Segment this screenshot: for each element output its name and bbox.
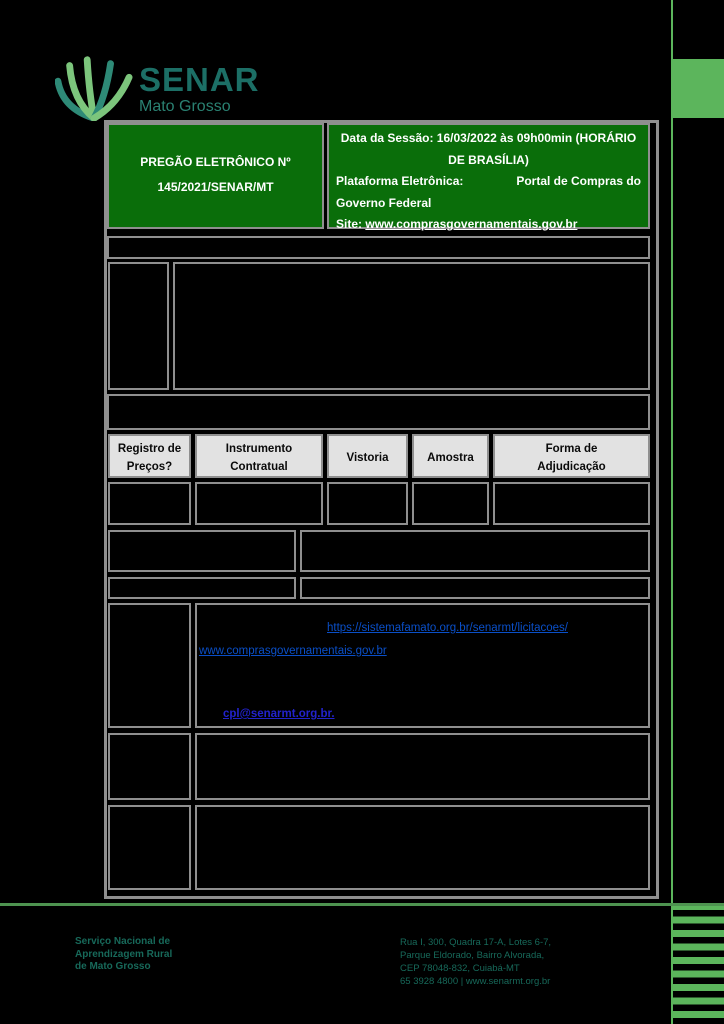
footer-addr-line: Parque Eldorado, Bairro Alvorada, — [400, 950, 545, 961]
column-header-forma-adjudicacao — [493, 434, 650, 478]
session-date-line2: DE BRASÍLIA) — [448, 152, 529, 167]
redacted-row3-value — [195, 805, 650, 890]
right-edge-green-line — [671, 0, 673, 1024]
redacted-value-instrumento — [195, 482, 323, 525]
pregao-title-line2: 145/2021/SENAR/MT — [157, 180, 274, 194]
platform-line — [336, 171, 641, 193]
footer-addr-line: CEP 78048-832, Cuiabá-MT — [400, 963, 520, 974]
senar-logo — [55, 55, 260, 121]
redacted-row-valor — [107, 394, 650, 430]
redacted-value-registro — [108, 482, 191, 525]
column-header-line: Registro de — [117, 443, 182, 455]
session-info-cell — [327, 123, 650, 229]
redacted-row-b-label — [108, 577, 296, 599]
brand-name: SENAR — [139, 61, 260, 98]
right-edge-green-block — [673, 59, 724, 118]
pregao-title-cell — [107, 123, 324, 229]
edital-table — [104, 120, 659, 899]
platform-value: Portal de Compras do — [516, 174, 641, 188]
session-date-line1: Data da Sessão: 16/03/2022 às 09h00min (HORÁRIO — [340, 131, 637, 145]
column-header-line: Instrumento — [225, 443, 293, 455]
licitacoes-link[interactable]: https://sistemafamato.org.br/senarmt/licitacoes/ — [327, 622, 568, 634]
site-label: Site: — [336, 217, 363, 231]
brand-region: Mato Grosso — [139, 98, 231, 115]
footer-org-line: Serviço Nacional de — [75, 936, 171, 947]
footer-divider-line — [0, 903, 724, 906]
senar-fan-icon — [55, 55, 133, 121]
column-header-line: Contratual — [230, 461, 288, 473]
column-header-registro-precos — [108, 434, 191, 478]
footer-addr-line: Rua I, 300, Quadra 17-A, Lotes 6-7, — [400, 937, 552, 948]
column-header-amostra — [412, 434, 489, 478]
redacted-row2-value — [195, 733, 650, 800]
pregao-title-line1: PREGÃO ELETRÔNICO Nº — [140, 155, 291, 169]
redacted-value-vistoria — [327, 482, 408, 525]
redacted-row-objeto — [107, 236, 650, 259]
footer-address — [400, 936, 551, 988]
column-header-vistoria — [327, 434, 408, 478]
site-link[interactable]: www.comprasgovernamentais.gov.br — [365, 217, 578, 231]
column-header-line: Forma de — [545, 443, 598, 455]
right-edge-green-stripes — [673, 903, 724, 1024]
column-header-line: Amostra — [427, 452, 474, 464]
footer-organization — [75, 936, 172, 974]
redacted-row-a-label — [108, 530, 296, 572]
redacted-row-b-value — [300, 577, 650, 599]
redacted-value-adjudicacao — [493, 482, 650, 525]
redacted-text-cell — [173, 262, 650, 390]
footer-org-line: Aprendizagem Rural — [75, 948, 173, 960]
redacted-row-a-value — [300, 530, 650, 572]
compras-governamentais-link[interactable]: www.comprasgovernamentais.gov.br — [199, 645, 387, 657]
column-header-line: Adjudicação — [537, 461, 606, 473]
redacted-value-amostra — [412, 482, 489, 525]
footer-addr-line: 65 3928 4800 | www.senarmt.org.br — [400, 976, 551, 987]
redacted-consultas-label — [108, 603, 191, 728]
redacted-label-cell — [108, 262, 169, 390]
column-header-instrumento-contratual — [195, 434, 323, 478]
column-header-line: Preços? — [126, 461, 173, 473]
cpl-email-link[interactable]: cpl@senarmt.org.br. — [223, 708, 335, 720]
redacted-row3-label — [108, 805, 191, 890]
site-line — [336, 214, 641, 236]
footer-org-line: de Mato Grosso — [75, 961, 151, 972]
platform-value-line2: Governo Federal — [336, 195, 432, 210]
column-header-line: Vistoria — [346, 452, 389, 464]
platform-label: Plataforma Eletrônica: — [336, 174, 464, 188]
redacted-row2-label — [108, 733, 191, 800]
